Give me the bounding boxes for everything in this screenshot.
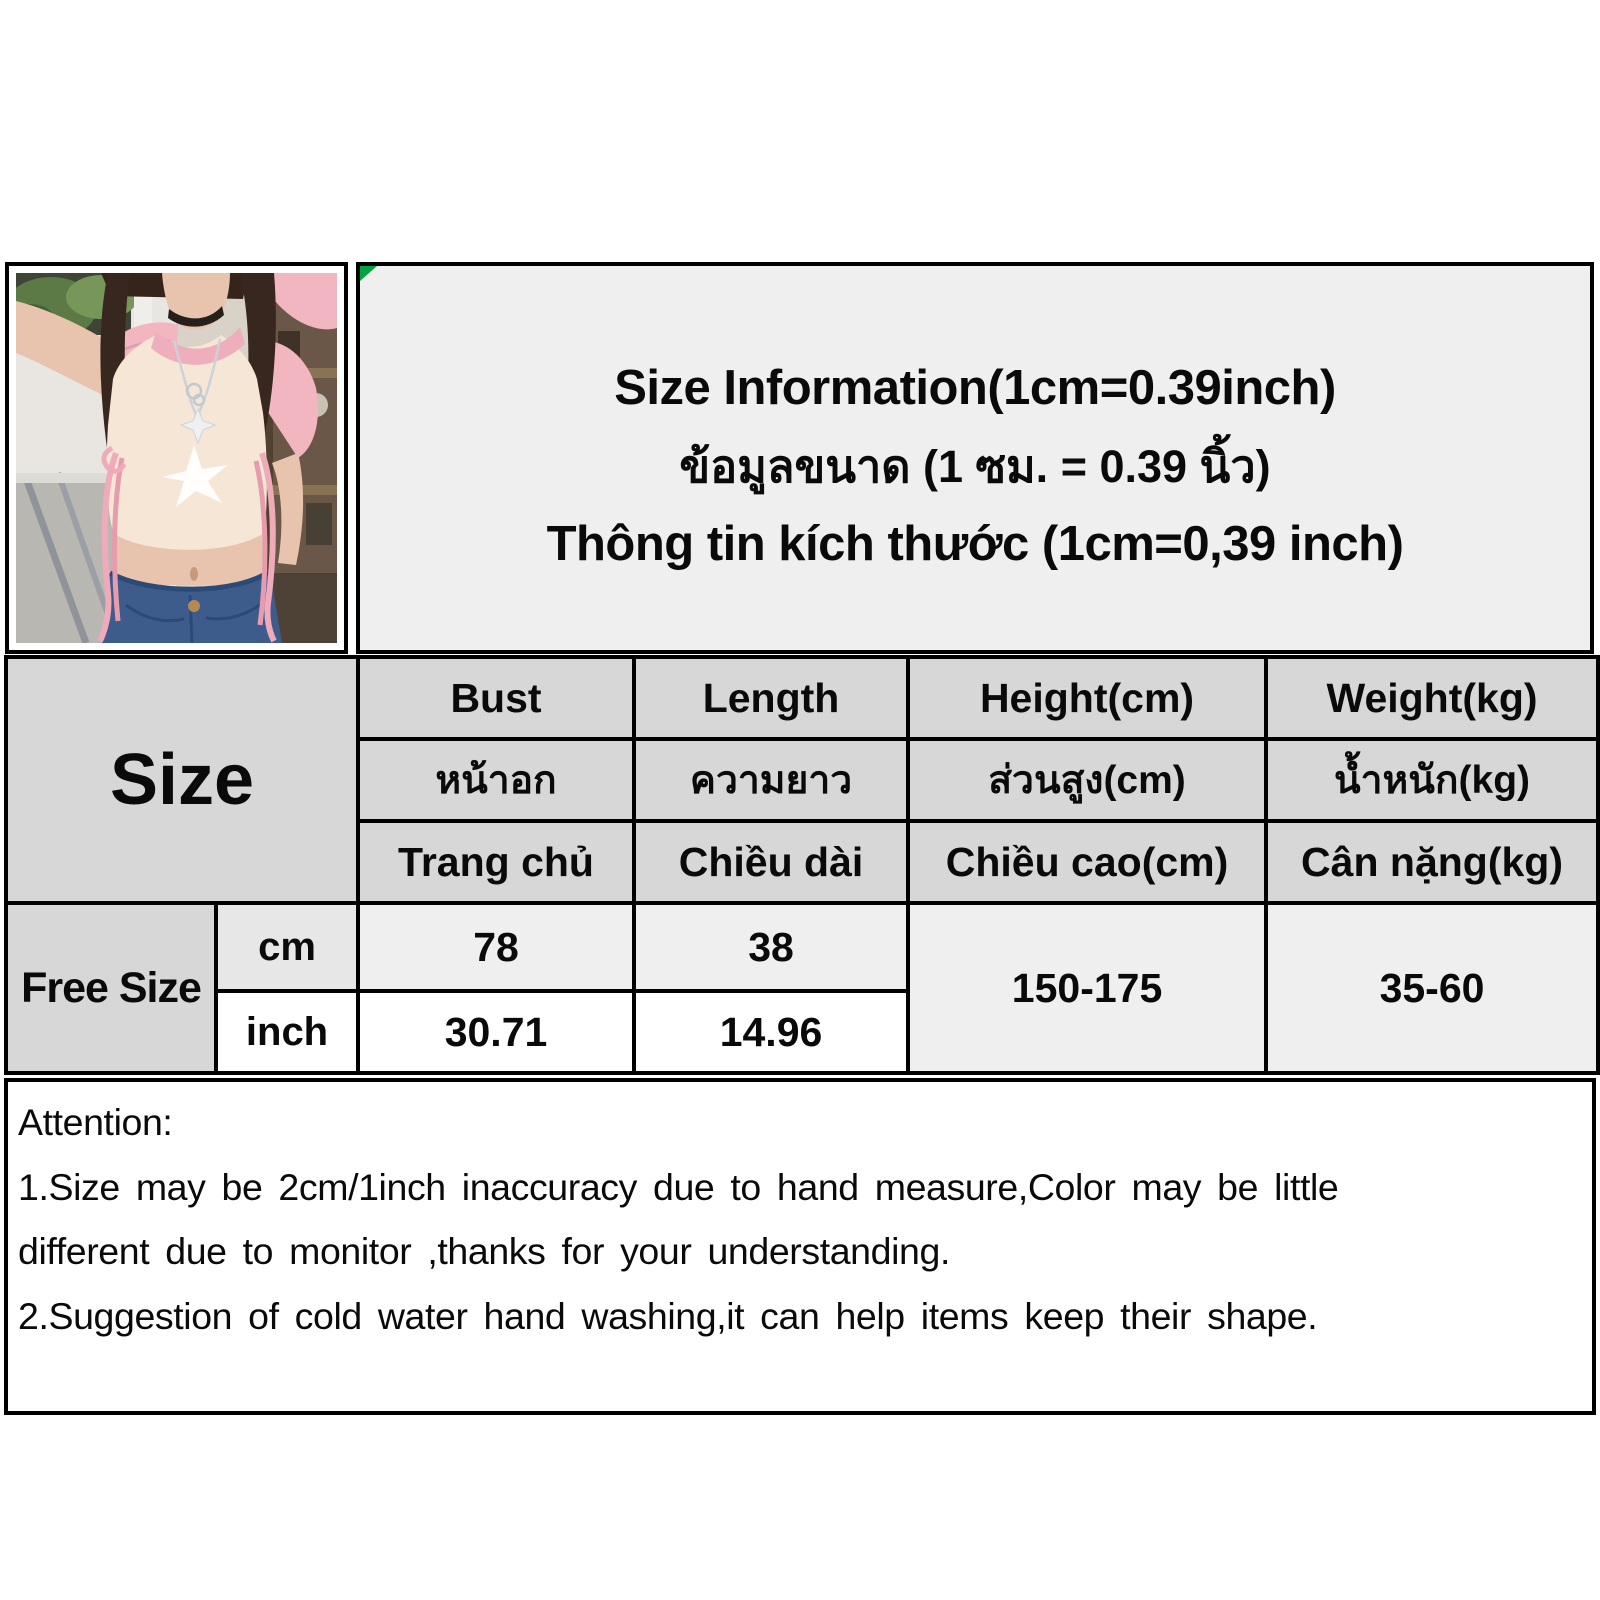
product-photo-frame [5,262,348,654]
weight-range-value: 35-60 [1266,903,1598,1073]
product-photo [16,273,337,643]
title-vietnamese: Thông tin kích thước (1cm=0,39 inch) [546,517,1404,571]
header-length-en: Length [634,657,908,739]
size-table [4,655,1600,1075]
size-corner-cell: Size [6,657,358,903]
attention-note-1: 1.Size may be 2cm/1inch inaccuracy due to hand measure,Color may be little [18,1165,1339,1208]
attention-notes [4,1078,1596,1415]
attention-note-2: 2.Suggestion of cold water hand washing,it can help items keep their shape. [18,1294,1318,1337]
header-bust-en: Bust [358,657,634,739]
attention-note-1-cont: different due to monitor ,thanks for your understanding. [18,1230,950,1272]
header-weight-en: Weight(kg) [1266,657,1598,739]
attention-heading: Attention: [18,1101,173,1143]
title-english: Size Information(1cm=0.39inch) [614,361,1336,415]
header-length-vi: Chiều dài [634,821,908,903]
height-range-value: 150-175 [908,903,1266,1073]
header-height-en: Height(cm) [908,657,1266,739]
header-length-th: ความยาว [634,739,908,821]
title-thai: ข้อมูลขนาด (1 ซม. = 0.39 นิ้ว) [679,441,1271,492]
bust-cm-value: 78 [358,903,634,991]
header-bust-th: หน้าอก [358,739,634,821]
header-height-vi: Chiều cao(cm) [908,821,1266,903]
unit-inch-cell: inch [216,991,358,1073]
header-height-th: ส่วนสูง(cm) [908,739,1266,821]
row-label-free-size: Free Size [6,903,216,1073]
corner-marker [360,266,377,281]
header-weight-th: น้ำหนัก(kg) [1266,739,1598,821]
header-weight-vi: Cân nặng(kg) [1266,821,1598,903]
length-inch-value: 14.96 [634,991,908,1073]
bust-inch-value: 30.71 [358,991,634,1073]
length-cm-value: 38 [634,903,908,991]
size-information-header [356,262,1594,654]
header-bust-vi: Trang chủ [358,821,634,903]
unit-cm-cell: cm [216,903,358,991]
